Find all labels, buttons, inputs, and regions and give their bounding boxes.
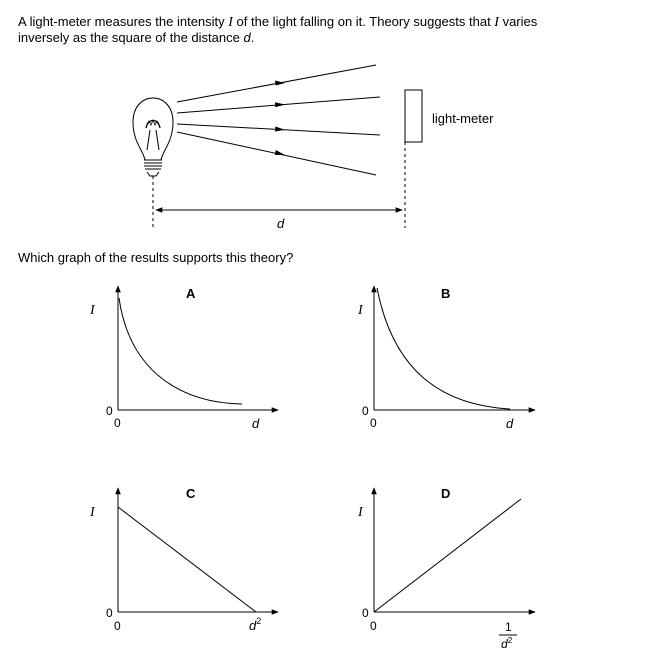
y-origin-label: 0 (106, 404, 113, 418)
stem-text: . (250, 30, 255, 45)
distance-symbol: d (243, 30, 251, 45)
y-origin-label: 0 (362, 404, 369, 418)
x-axis-label (249, 616, 261, 633)
straight-line (374, 499, 521, 612)
graph-option-a[interactable] (89, 286, 278, 431)
x-axis-label-base: d (249, 618, 257, 633)
x-axis-label: d (252, 416, 260, 431)
y-axis-label: I (90, 303, 95, 318)
y-axis-label: I (358, 505, 363, 520)
graph-option-b[interactable] (357, 286, 535, 431)
x-origin-label: 0 (370, 416, 377, 430)
y-axis-label: I (358, 303, 363, 318)
option-letter-b: B (441, 286, 451, 301)
stem-text: A light-meter measures the intensity (18, 14, 229, 29)
distance-label: d (277, 216, 285, 231)
stem-text: of the light falling on it. Theory suggests that (232, 14, 495, 29)
stem-text: inversely as the square of the distance (18, 30, 244, 45)
option-letter-d: D (441, 486, 451, 501)
x-axis-label: d (506, 416, 514, 431)
option-letter-c: C (186, 486, 196, 501)
intensity-symbol: I (494, 15, 499, 30)
x-origin-label: 0 (370, 619, 377, 633)
x-axis-label-exponent: 2 (256, 616, 262, 626)
x-origin-label: 0 (114, 619, 121, 633)
y-axis-label: I (90, 505, 95, 520)
straight-line (118, 507, 256, 612)
question-text: Which graph of the results supports this theory? (18, 250, 294, 265)
curve-line (119, 298, 242, 404)
x-axis-label-denominator (501, 636, 513, 651)
intensity-symbol: I (228, 15, 233, 30)
option-letter-a: A (186, 286, 196, 301)
stem-text: varies (498, 14, 538, 29)
graph-option-d[interactable] (357, 486, 535, 651)
y-origin-label: 0 (106, 606, 113, 620)
y-origin-label: 0 (362, 606, 369, 620)
x-origin-label: 0 (114, 416, 121, 430)
curve-line (377, 288, 510, 409)
graph-option-c[interactable] (89, 486, 278, 633)
light-meter-label: light-meter (432, 111, 494, 126)
denominator-base: d (501, 637, 508, 651)
denominator-exponent: 2 (507, 636, 513, 645)
x-axis-label-numerator: 1 (505, 620, 512, 634)
